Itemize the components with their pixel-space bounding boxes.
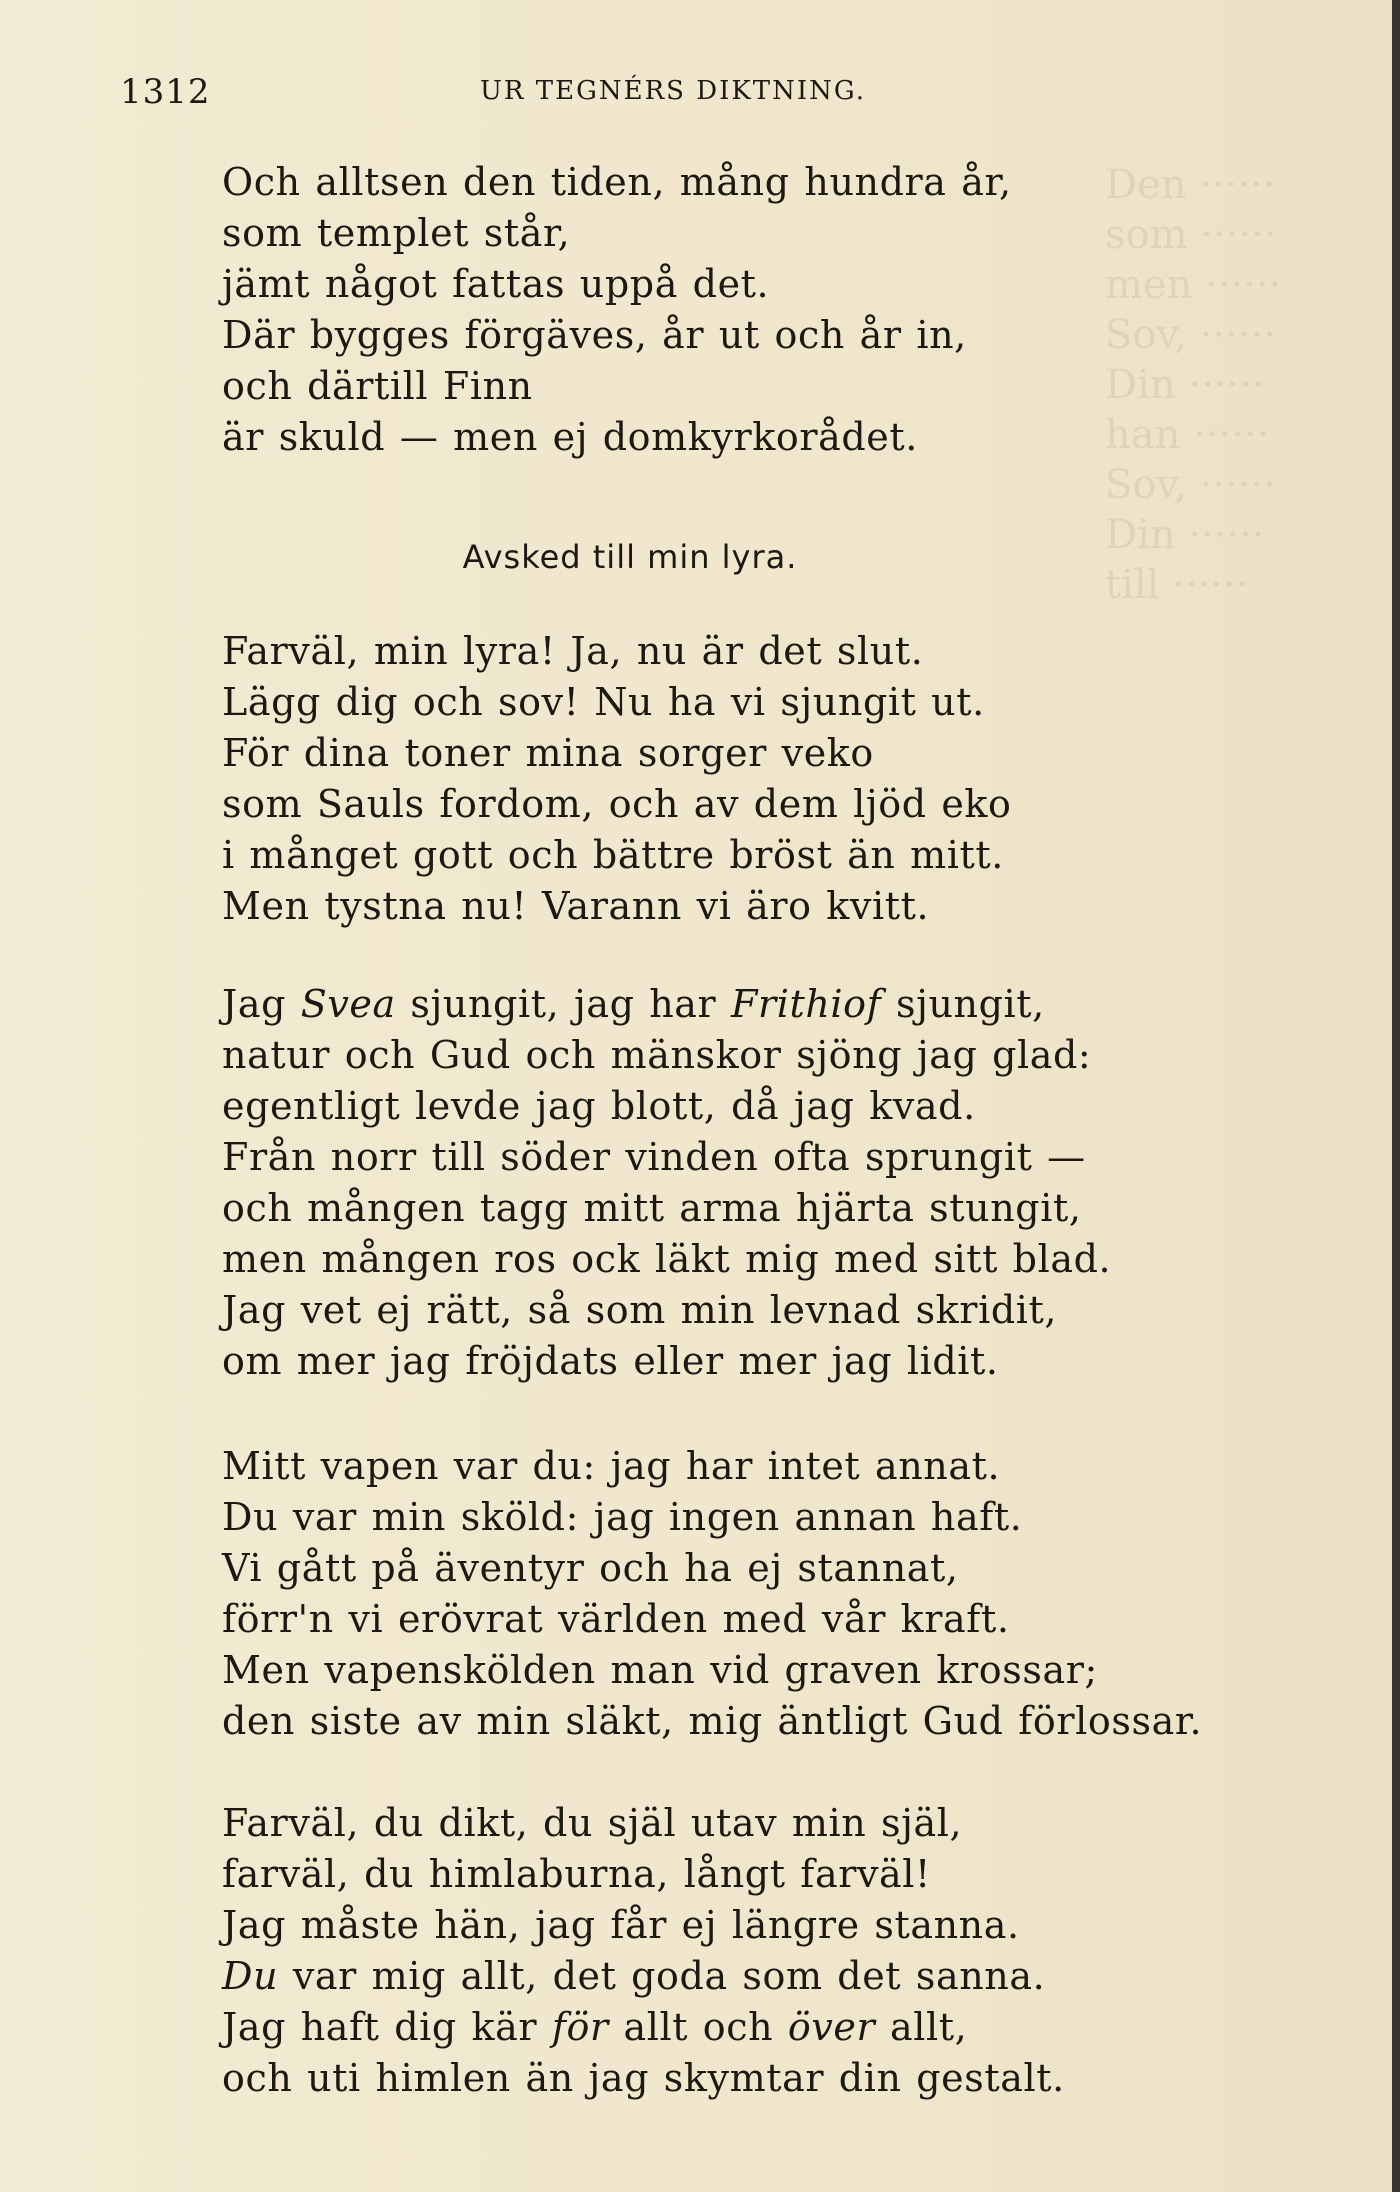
verse-line: Och alltsen den tiden, mång hundra år,	[222, 160, 1012, 204]
verse-line: jämt något fattas uppå det.	[222, 262, 770, 306]
verse-text: allt och	[608, 2005, 788, 2049]
verse-line: Jag vet ej rätt, så som min levnad skridit,	[222, 1288, 1058, 1332]
verse-text: var mig allt, det goda som det sanna.	[278, 1954, 1046, 1998]
verse-line	[222, 2002, 1232, 2053]
verse-line: som templet står,	[222, 211, 571, 255]
verse-line: Vi gått på äventyr och ha ej stannat,	[222, 1546, 959, 1590]
verse-line: och mången tagg mitt arma hjärta stungit,	[222, 1186, 1082, 1230]
italic-word-for: för	[551, 2005, 609, 2049]
verse-line: För dina toner mina sorger veko	[222, 731, 874, 775]
verse-text: sjungit,	[881, 982, 1045, 1026]
stanza-4	[222, 1798, 1232, 2104]
verse-line: i månget gott och bättre bröst än mitt.	[222, 833, 1004, 877]
verse-text: sjungit, jag har	[395, 982, 731, 1026]
verse-line: men mången ros ock läkt mig med sitt blad.	[222, 1237, 1112, 1281]
italic-word-du: Du	[222, 1954, 279, 1998]
verse-text: Jag	[222, 982, 301, 1026]
verse-line: om mer jag fröjdats eller mer jag lidit.	[222, 1339, 999, 1383]
verse-line: Jag måste hän, jag får ej längre stanna.	[222, 1903, 1020, 1947]
italic-word-over: över	[787, 2005, 876, 2049]
verse-line: natur och Gud och mänskor sjöng jag glad:	[222, 1033, 1092, 1077]
verse-line: Du var min sköld: jag ingen annan haft.	[222, 1495, 1023, 1539]
page-header	[0, 72, 1400, 122]
verse-line: Farväl, min lyra! Ja, nu är det slut.	[222, 629, 924, 673]
stanza-1	[222, 626, 1232, 932]
verse-text: Jag haft dig kär	[222, 2005, 552, 2049]
page-edge	[1392, 0, 1400, 2192]
verse-line: Men tystna nu! Varann vi äro kvitt.	[222, 884, 930, 928]
verse-line: som Sauls fordom, och av dem ljöd eko	[222, 782, 1012, 826]
verse-line: och därtill Finn	[222, 364, 533, 408]
verse-line: Men vapenskölden man vid graven krossar;	[222, 1648, 1098, 1692]
show-through-texture: Den ······ som ······ men ······ Sov, ······ Din ······ han ······ Sov, ······ Din ······ till ······	[1105, 162, 1282, 608]
italic-title-frithiof: Frithiof	[730, 982, 882, 1026]
verse-line: den siste av min släkt, mig äntligt Gud förlossar.	[222, 1699, 1203, 1743]
verse-line: är skuld — men ej domkyrkorådet.	[222, 415, 918, 459]
verse-line: Farväl, du dikt, du själ utav min själ,	[222, 1801, 963, 1845]
verse-line: egentligt levde jag blott, då jag kvad.	[222, 1084, 976, 1128]
italic-title-svea: Svea	[300, 982, 396, 1026]
verse-line: farväl, du himlaburna, långt farväl!	[222, 1852, 931, 1896]
verse-line: Från norr till söder vinden ofta sprungit —	[222, 1135, 1086, 1179]
verse-line: och uti himlen än jag skymtar din gestalt.	[222, 2056, 1065, 2100]
page-number: 1312	[120, 72, 211, 112]
verse-line	[222, 979, 1232, 1030]
verse-line: Där bygges förgäves, år ut och år in,	[222, 313, 967, 357]
previous-poem-ending	[222, 157, 1232, 463]
verse-line: förr'n vi erövrat världen med vår kraft.	[222, 1597, 1010, 1641]
verse-line	[222, 1951, 1232, 2002]
verse-line: Mitt vapen var du: jag har intet annat.	[222, 1444, 1001, 1488]
poem-title: Avsked till min lyra.	[462, 538, 798, 576]
stanza-3	[222, 1441, 1232, 1747]
verse-text: allt,	[875, 2005, 968, 2049]
stanza-2	[222, 979, 1232, 1387]
running-head: UR TEGNÉRS DIKTNING.	[480, 76, 866, 106]
verse-line: Lägg dig och sov! Nu ha vi sjungit ut.	[222, 680, 985, 724]
